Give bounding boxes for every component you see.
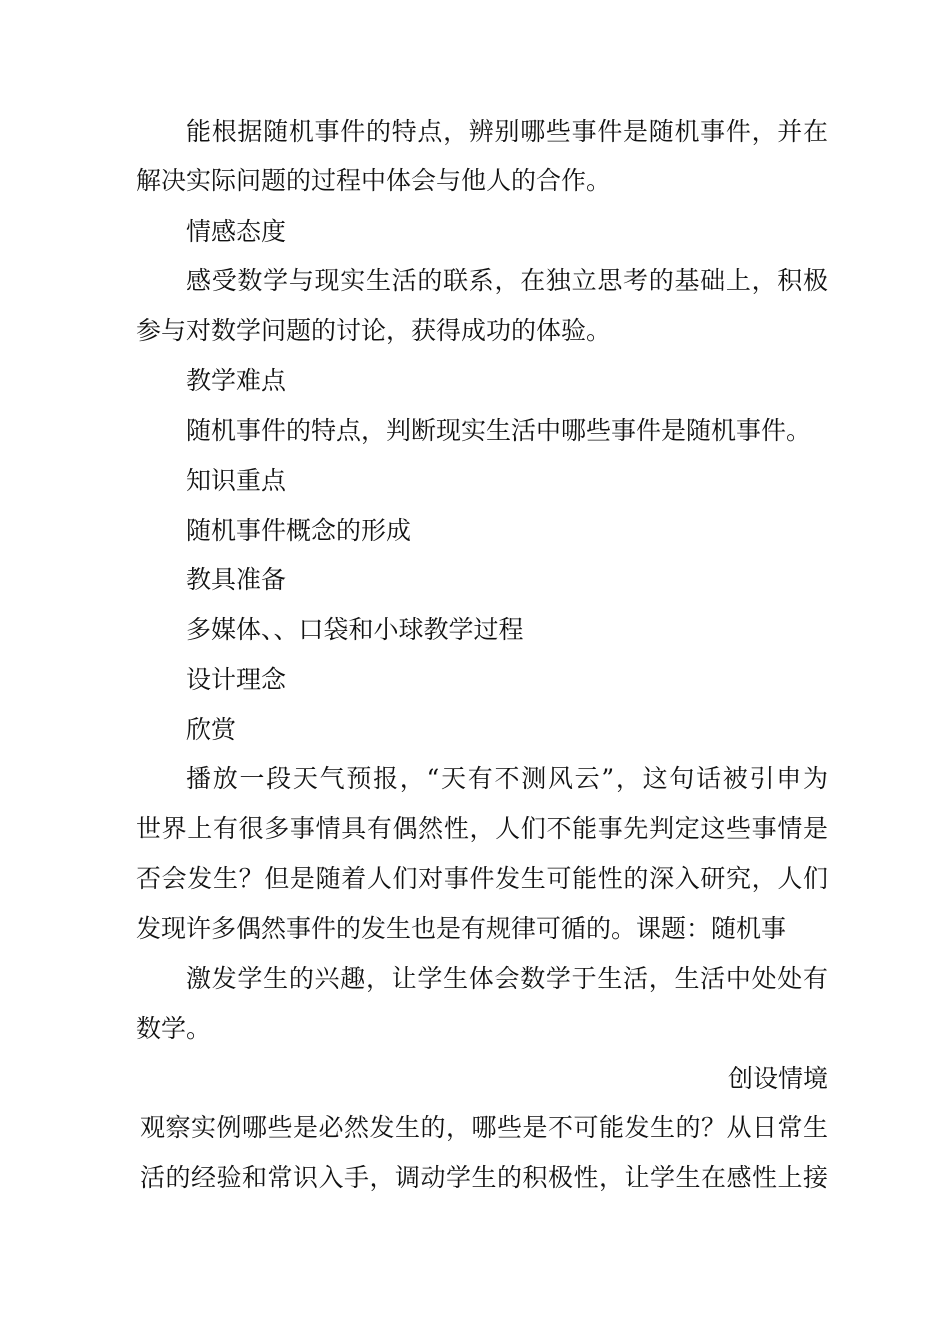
section-heading-appreciation: 欣赏 [186, 715, 237, 744]
weather-paragraph-line-2: 世界上有很多事情具有偶然性，人们不能事先判定这些事情是 [136, 814, 828, 843]
paragraph-1-line-1: 能根据随机事件的特点，辨别哪些事件是随机事件，并在 [186, 117, 828, 146]
difficulty-text: 随机事件的特点，判断现实生活中哪些事件是随机事件。 [186, 416, 812, 445]
paragraph-3-line-2: 参与对数学问题的讨论，获得成功的体验。 [136, 316, 612, 345]
key-knowledge-text: 随机事件概念的形成 [186, 516, 412, 545]
weather-paragraph-line-3: 否会发生？但是随着人们对事件发生可能性的深入研究，人们 [136, 864, 828, 893]
section-heading-attitude: 情感态度 [186, 217, 287, 246]
teaching-aids-text: 多媒体、、口袋和小球教学过程 [186, 615, 524, 644]
right-aligned-heading: 创设情境 [727, 1064, 828, 1093]
section-heading-teaching-aids: 教具准备 [186, 565, 287, 594]
paragraph-1-line-2: 解决实际问题的过程中体会与他人的合作。 [136, 166, 612, 195]
section-heading-design-concept: 设计理念 [186, 665, 287, 694]
section-heading-key-knowledge: 知识重点 [186, 466, 287, 495]
weather-paragraph-line-1: 播放一段天气预报，“天有不测风云”，这句话被引申为 [186, 764, 828, 793]
paragraph-3-line-1: 感受数学与现实生活的联系，在独立思考的基础上，积极 [186, 266, 828, 295]
weather-paragraph-line-4: 发现许多偶然事件的发生也是有规律可循的。课题：随机事 [136, 914, 787, 943]
section-heading-difficulty: 教学难点 [186, 366, 287, 395]
interest-paragraph-line-2: 数学。 [136, 1014, 212, 1043]
observation-paragraph-line-1: 观察实例哪些是必然发生的，哪些是不可能发生的？从日常生 [140, 1113, 828, 1142]
interest-paragraph-line-1: 激发学生的兴趣，让学生体会数学于生活，生活中处处有 [186, 964, 828, 993]
observation-paragraph-line-2: 活的经验和常识入手，调动学生的积极性，让学生在感性上接 [140, 1163, 828, 1192]
